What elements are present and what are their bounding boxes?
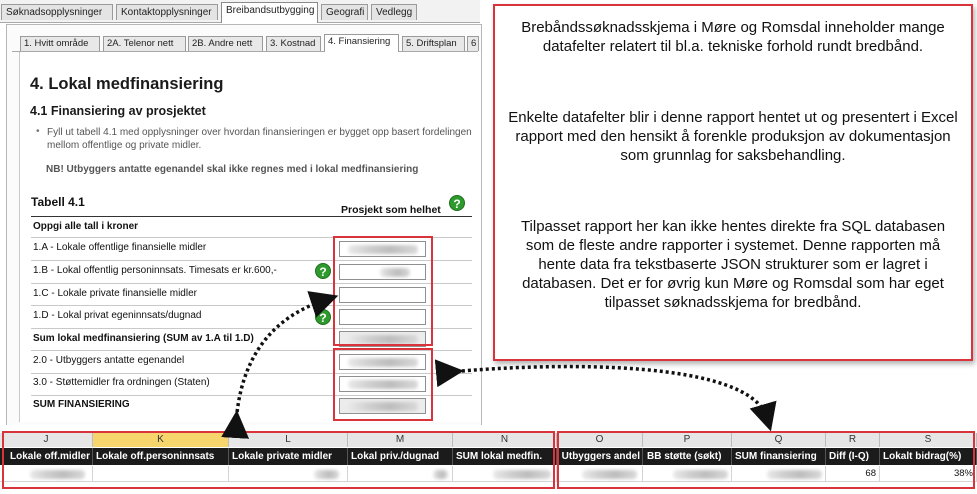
excel-header-bb-stotte[interactable]: BB støtte (søkt) [643, 448, 732, 465]
excel-col-letter[interactable]: Q [732, 433, 826, 447]
subtab-hvitt-omrade[interactable]: 1. Hvitt område [20, 36, 100, 51]
tab-soknadsopplysninger[interactable]: Søknadsopplysninger [1, 4, 113, 20]
excel-col-letter[interactable]: J [0, 433, 93, 447]
row-label-1c: 1.C - Lokale private finansielle midler [33, 288, 197, 299]
callout-paragraph-2: Enkelte datafelter blir i denne rapport hentet ut og presentert i Excel rapport med den hensikt å forenkle produksjon av dokumentasjon som grunnlag for saksbehandling. [508, 109, 958, 164]
help-icon[interactable]: ? [315, 263, 331, 279]
row-label-1d: 1.D - Lokal privat egeninnsats/dugnad [33, 310, 202, 321]
row-label-1b: 1.B - Lokal offentlig personinnsats. Timesats er kr.600,- [33, 265, 277, 276]
row-label-sum-finansiering: SUM FINANSIERING [33, 399, 130, 410]
column-header: Prosjekt som helhet [341, 204, 441, 216]
excel-col-letter[interactable]: K [93, 433, 229, 447]
table-title: Tabell 4.1 [31, 195, 85, 209]
instruction-text: Fyll ut tabell 4.1 med opplysninger over hvordan finansieringen er bygget opp basert fordelingen mellom offentlige og private midler. [47, 127, 472, 151]
excel-header-lokale-private-midler[interactable]: Lokale private midler [229, 448, 348, 465]
excel-col-letter[interactable]: R [826, 433, 880, 447]
callout-paragraph-1: Brebåndssøknadsskjema i Møre og Romsdal inneholder mange datafelter relatert til bl.a. tekniske forhold rundt bredbånd. [521, 19, 945, 55]
excel-cell-diff[interactable]: 68 [826, 466, 880, 482]
bullet-dot-icon: • [36, 126, 40, 137]
excel-col-letter[interactable]: P [643, 433, 732, 447]
tab-kontaktopplysninger[interactable]: Kontaktopplysninger [116, 4, 218, 20]
excel-col-letter[interactable]: M [348, 433, 453, 447]
excel-col-letter[interactable]: N [453, 433, 557, 447]
excel-col-letter[interactable]: L [229, 433, 348, 447]
help-icon[interactable]: ? [315, 309, 331, 325]
excel-header-lokale-off-midler[interactable]: Lokale off.midler [0, 448, 93, 465]
subtab-6[interactable]: 6 [467, 36, 479, 51]
tab-vedlegg[interactable]: Vedlegg [371, 4, 417, 20]
row-label-1a: 1.A - Lokale offentlige finansielle midler [33, 242, 207, 253]
row-label-utbygger: 2.0 - Utbyggers antatte egenandel [33, 355, 185, 366]
excel-cell-lokalt-bidrag[interactable]: 38% [880, 466, 977, 482]
excel-highlight-lokal [2, 431, 555, 489]
tab-geografi[interactable]: Geografi [321, 4, 368, 20]
excel-highlight-finansiering [557, 431, 975, 489]
help-icon[interactable]: ? [449, 195, 465, 211]
subtab-kostnad[interactable]: 3. Kostnad [266, 36, 321, 51]
nb-note: NB! Utbyggers antatte egenandel skal ikke regnes med i lokal medfinansiering [46, 164, 419, 175]
excel-col-letter[interactable]: S [880, 433, 977, 447]
excel-header-diff[interactable]: Diff (I-Q) [826, 448, 880, 465]
highlight-box-finansiering [333, 348, 433, 421]
table-subheader: Oppgi alle tall i kroner [33, 221, 139, 232]
arrow-finansiering-icon [450, 367, 767, 418]
section-subtitle: 4.1 Finansiering av prosjektet [30, 104, 206, 118]
subtab-andre-nett[interactable]: 2B. Andre nett [188, 36, 263, 51]
row-label-sum-lokal: Sum lokal medfinansiering (SUM av 1.A til 1.D) [33, 333, 254, 344]
page-title: 4. Lokal medfinansiering [30, 75, 224, 93]
excel-col-letter[interactable]: O [557, 433, 643, 447]
table-divider [31, 216, 472, 217]
excel-header-lokal-priv-dugnad[interactable]: Lokal priv./dugnad [348, 448, 453, 465]
explanation-callout [493, 4, 973, 361]
callout-paragraph-3: Tilpasset rapport her kan ikke hentes direkte fra SQL databasen som de fleste andre rapporter i systemet. Denne rapporten må hente data fra tekstbaserte JSON strukturer som er lagret i databasen. Det er for øvrig kun Møre og Romsdal som har eget tilpasset søknadsskjema for bredbånd. [520, 218, 946, 311]
row-label-stottemidler: 3.0 - Støttemidler fra ordningen (Staten) [33, 377, 210, 388]
excel-header-utbyggers-andel[interactable]: Utbyggers andel [557, 448, 643, 465]
tab-breibandsutbygging[interactable]: Breibandsutbygging [221, 2, 318, 23]
highlight-box-lokal [333, 236, 433, 346]
excel-header-lokale-off-personinnsats[interactable]: Lokale off.personinnsats [93, 448, 229, 465]
subtab-finansiering[interactable]: 4. Finansiering [324, 34, 399, 52]
subtab-telenor-nett[interactable]: 2A. Telenor nett [103, 36, 186, 51]
excel-header-lokalt-bidrag[interactable]: Lokalt bidrag(%) [880, 448, 977, 465]
subtab-driftsplan[interactable]: 5. Driftsplan [402, 36, 465, 51]
excel-header-sum-finansiering[interactable]: SUM finansiering [732, 448, 826, 465]
excel-header-sum-lokal-medfin[interactable]: SUM lokal medfin. [453, 448, 557, 465]
